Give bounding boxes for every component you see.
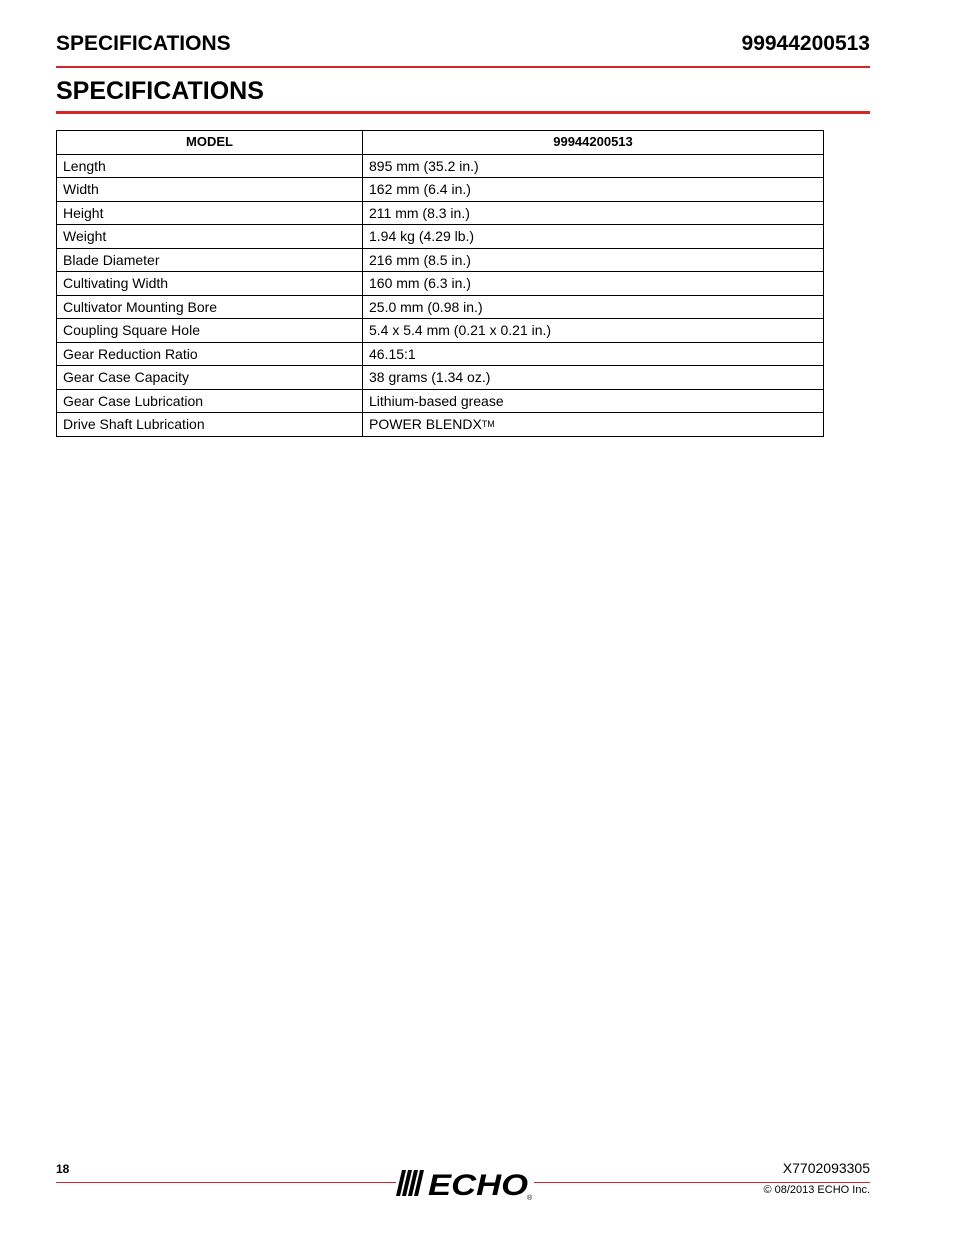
spec-label: Gear Reduction Ratio <box>57 342 363 366</box>
spec-value-text: POWER BLENDX <box>369 416 482 433</box>
table-row <box>57 342 824 366</box>
column-header-model: MODEL <box>57 131 363 155</box>
table-row <box>57 178 824 202</box>
table-header-row <box>57 131 824 155</box>
spec-value <box>363 413 824 437</box>
table-row <box>57 201 824 225</box>
header-section-title: SPECIFICATIONS <box>56 32 231 55</box>
spec-label: Cultivating Width <box>57 272 363 296</box>
column-header-model-number: 99944200513 <box>363 131 824 155</box>
table-row <box>57 248 824 272</box>
spec-label: Blade Diameter <box>57 248 363 272</box>
spec-value: 38 grams (1.34 oz.) <box>363 366 824 390</box>
page-number: 18 <box>56 1162 70 1176</box>
table-row <box>57 389 824 413</box>
table-row <box>57 154 824 178</box>
copyright-notice: © 08/2013 ECHO Inc. <box>763 1184 870 1196</box>
spec-label: Weight <box>57 225 363 249</box>
spec-label: Length <box>57 154 363 178</box>
trademark-symbol: TM <box>481 419 495 430</box>
spec-value: 160 mm (6.3 in.) <box>363 272 824 296</box>
table-row <box>57 366 824 390</box>
page-footer <box>56 1160 870 1210</box>
header-part-number: 99944200513 <box>741 32 870 55</box>
page-title: SPECIFICATIONS <box>56 76 870 114</box>
spec-value: 211 mm (8.3 in.) <box>363 201 824 225</box>
footer-rule-right <box>534 1182 870 1183</box>
table-row <box>57 319 824 343</box>
spec-value: 162 mm (6.4 in.) <box>363 178 824 202</box>
echo-logo <box>394 1164 534 1202</box>
spec-label: Coupling Square Hole <box>57 319 363 343</box>
table-row <box>57 295 824 319</box>
spec-value: 25.0 mm (0.98 in.) <box>363 295 824 319</box>
spec-label: Drive Shaft Lubrication <box>57 413 363 437</box>
registered-mark: ® <box>527 1195 533 1202</box>
spec-value: 216 mm (8.5 in.) <box>363 248 824 272</box>
spec-value: Lithium-based grease <box>363 389 824 413</box>
spec-value: 5.4 x 5.4 mm (0.21 x 0.21 in.) <box>363 319 824 343</box>
logo-wordmark: ECHO <box>428 1169 528 1202</box>
spec-label: Gear Case Lubrication <box>57 389 363 413</box>
spec-label: Height <box>57 201 363 225</box>
table-row <box>57 272 824 296</box>
spec-value: 895 mm (35.2 in.) <box>363 154 824 178</box>
page-header <box>56 32 870 68</box>
table-row <box>57 413 824 437</box>
specifications-table <box>56 130 824 437</box>
spec-label: Width <box>57 178 363 202</box>
spec-value: 1.94 kg (4.29 lb.) <box>363 225 824 249</box>
spec-value: 46.15:1 <box>363 342 824 366</box>
spec-label: Cultivator Mounting Bore <box>57 295 363 319</box>
document-number: X7702093305 <box>782 1160 870 1176</box>
footer-rule-left <box>56 1182 396 1183</box>
table-row <box>57 225 824 249</box>
spec-label: Gear Case Capacity <box>57 366 363 390</box>
